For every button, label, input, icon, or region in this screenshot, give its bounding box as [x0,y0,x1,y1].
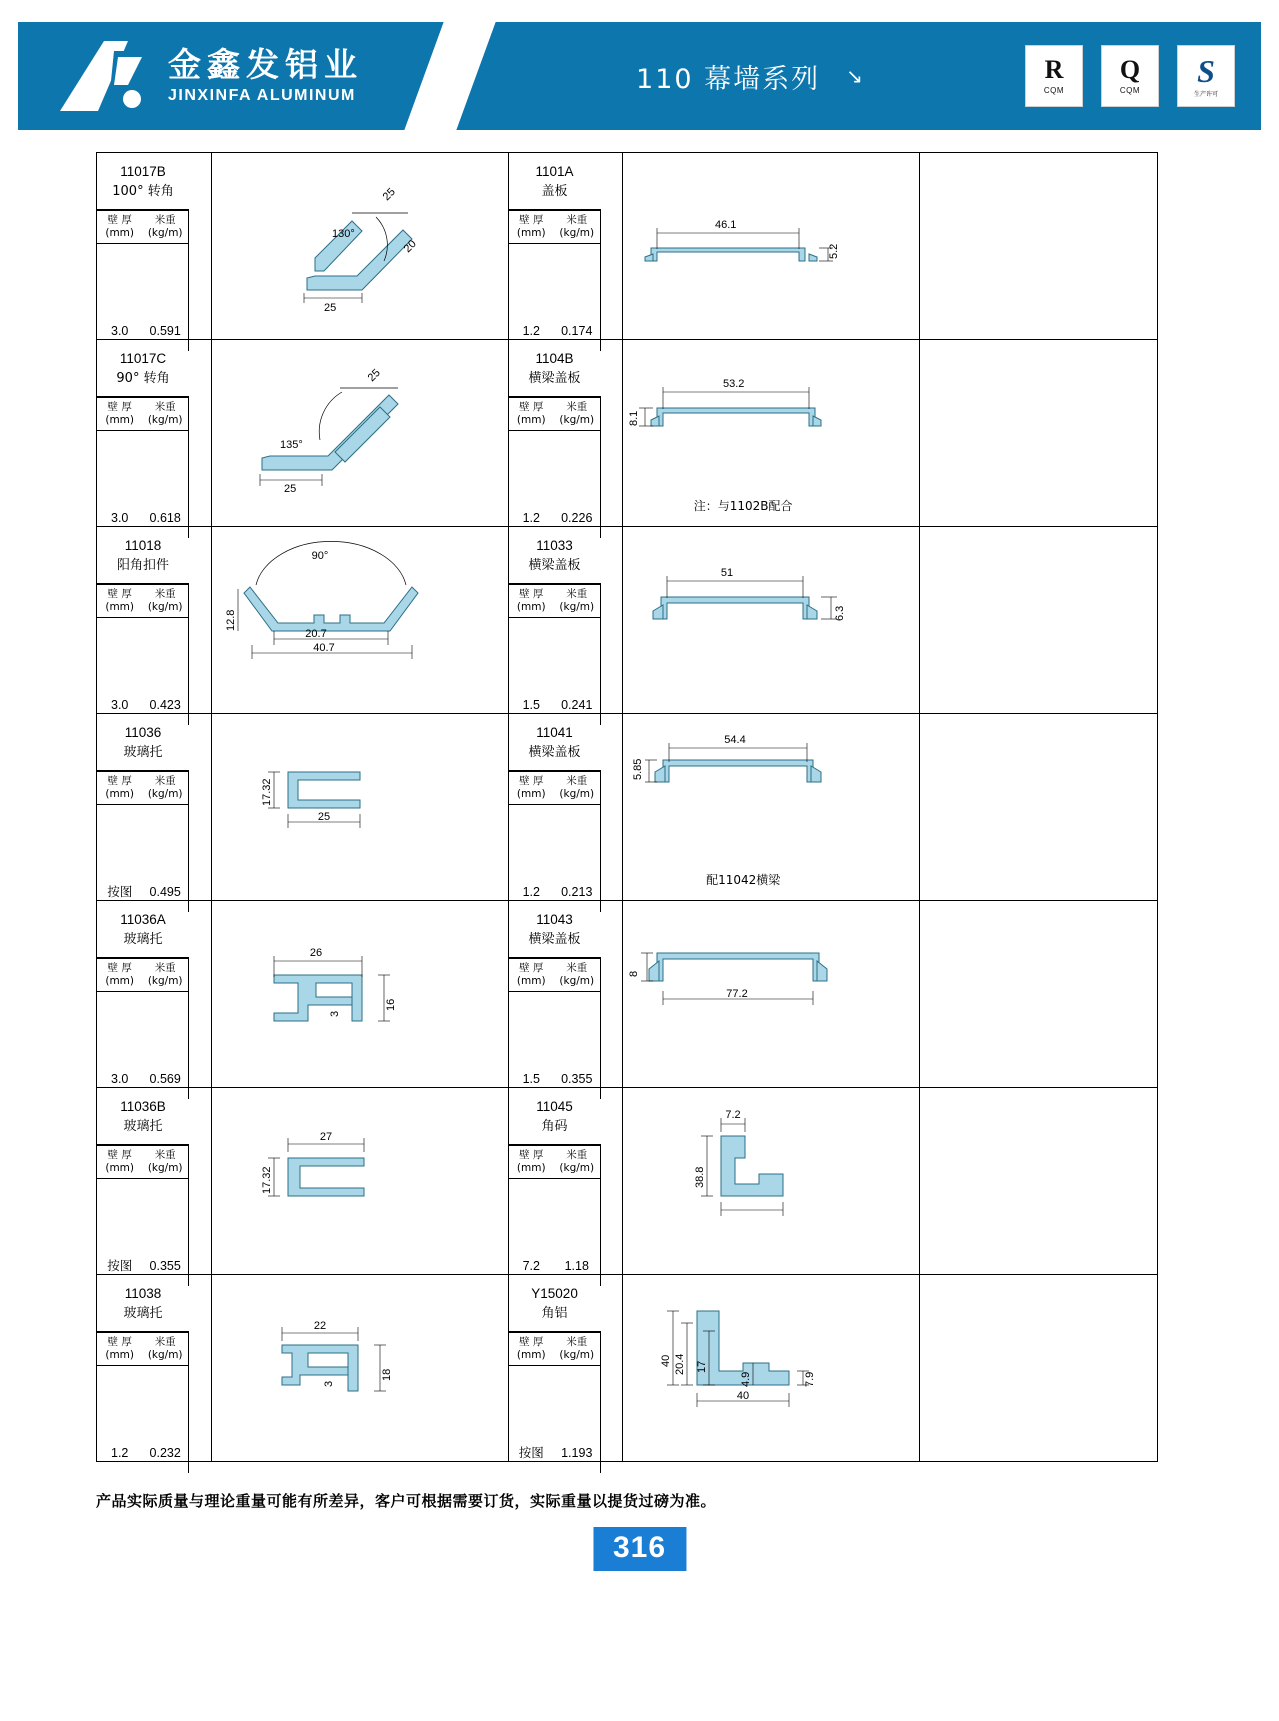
profile-info-left: 11038 玻璃托 壁 厚 (mm) 米重 (kg/m) 1.2 0.232 [97,1275,189,1461]
profile-drawing-1104B [623,340,863,526]
certification-marks [1025,45,1261,107]
profile-name: 角码 [541,1118,568,1134]
profile-info-right: 11041 横梁盖板 壁 厚 (mm) 米重 (kg/m) 1.2 0.213 [509,714,601,900]
profile-name: 横梁盖板 [528,370,581,386]
profile-name: 玻璃托 [123,1118,163,1134]
empty-cell [920,340,1112,526]
val-thickness: 按图 [107,1258,133,1273]
val-thickness: 按图 [518,1445,544,1460]
profile-code: Y15020 [531,1286,578,1301]
dim-width-54-4: 54.4 [724,734,746,746]
footer-note: 产品实际质量与理论重量可能有所差异，客户可根据需要订货，实际重量以提货过磅为准。 [96,1492,717,1510]
profile-info-right: 11045 角码 壁 厚 (mm) 米重 (kg/m) 7.2 1.18 [509,1088,601,1274]
profile-drawing-11041 [623,714,863,900]
dim-height-18: 18 [380,1368,393,1381]
profile-name: 横梁盖板 [528,931,581,947]
val-weight: 0.174 [554,244,600,352]
dim-width-22: 22 [313,1320,326,1332]
th-weight: 米重 (kg/m) [142,211,188,244]
val-weight: 0.495 [142,805,188,913]
dim-height-38-8: 38.8 [694,1166,707,1188]
table-row [97,1275,1158,1462]
profile-code: 11045 [536,1099,573,1114]
dim-height-12-8: 12.8 [224,609,237,631]
cert-q-letter: Q [1119,55,1141,84]
profile-name: 玻璃托 [123,931,163,947]
val-thickness: 3.0 [111,510,129,525]
profile-code: 11041 [536,725,573,740]
profile-name: 100° 转角 [112,183,174,199]
val-weight: 1.18 [554,1179,600,1287]
profile-info-right: 11033 横梁盖板 壁 厚 (mm) 米重 (kg/m) 1.5 0.241 [509,527,601,713]
val-thickness: 3.0 [111,323,129,338]
cert-s-icon [1177,45,1235,107]
arrow-down-right-icon: ↘ [846,64,865,88]
dim-25-top: 25 [365,366,383,385]
cert-r-label: CQM [1043,86,1065,95]
empty-cell [920,1275,1112,1461]
cert-q-icon [1101,45,1159,107]
profile-code: 11017C [119,351,167,366]
profile-info-left: 11017C 90° 转角 壁 厚 (mm) 米重 (kg/m) 3.0 0.618 [97,340,189,526]
dim-height-16: 16 [384,998,397,1011]
val-thickness: 1.2 [522,323,540,338]
cert-q-label: CQM [1119,86,1141,95]
table-row [97,714,1158,901]
profile-info-right: 1101A 盖板 壁 厚 (mm) 米重 (kg/m) 1.2 0.174 [509,153,601,339]
profile-info-left: 11036A 玻璃托 壁 厚 (mm) 米重 (kg/m) 3.0 0.569 [97,901,189,1087]
profile-drawing-11018 [212,527,452,713]
profile-drawing-1101A [623,153,863,339]
cert-s-label: 生产许可 [1193,91,1218,98]
dim-height-6-3: 6.3 [834,605,847,621]
empty-cell [920,714,1112,900]
empty-cell [920,153,1112,339]
dim-height-5-85: 5.85 [632,758,645,780]
profile-drawing-11045 [623,1088,863,1274]
profile-code: 1104B [535,351,574,366]
profile-code: 1101A [535,164,574,179]
dim-thickness-3: 3 [328,1010,341,1017]
profile-drawing-11043 [623,901,863,1087]
dim-angle-130: 130° [331,228,355,240]
empty-cell [920,1088,1112,1274]
profile-drawing-11036B [212,1088,452,1274]
dim-width-20-7: 20.7 [304,628,327,640]
table-row [97,1088,1158,1275]
dim-25-top: 25 [380,185,398,204]
profile-code: 11017B [120,164,166,179]
profile-name: 90° 转角 [116,370,170,386]
dim-17: 17 [696,1360,709,1373]
th-thickness: 壁 厚 (mm) [97,211,142,244]
val-thickness: 3.0 [111,1071,129,1086]
val-thickness: 1.5 [522,1071,540,1086]
series-title-text: 110 幕墙系列 [636,63,821,95]
profile-code: 11038 [124,1286,162,1301]
profile-drawing-11036 [212,714,452,900]
table-row [97,527,1158,714]
page-number-badge: 316 [593,1527,686,1571]
cert-s-letter: S [1197,52,1215,89]
val-thickness: 3.0 [111,697,129,712]
val-weight: 0.591 [142,244,188,352]
dim-height-17-32: 17.32 [260,1166,273,1194]
profile-drawing-Y15020 [623,1275,863,1461]
profile-info-right: 11043 横梁盖板 壁 厚 (mm) 米重 (kg/m) 1.5 0.355 [509,901,601,1087]
dim-angle-90: 90° [311,550,328,562]
brand-name-en: JINXINFA ALUMINUM [168,87,356,105]
val-weight: 0.423 [142,618,188,726]
logo-mark-icon [58,39,154,113]
profile-code: 11033 [536,538,573,553]
profile-drawing-11038 [212,1275,452,1461]
dim-width-53-2: 53.2 [723,378,745,390]
dim-height-17-32: 17.32 [260,778,273,806]
val-weight: 1.193 [554,1366,600,1474]
dim-width-27: 27 [319,1131,332,1143]
dim-width-25: 25 [317,811,330,823]
profile-drawing-11033 [623,527,863,713]
profile-info-left: 11036 玻璃托 壁 厚 (mm) 米重 (kg/m) 按图 0.495 [97,714,189,900]
profile-name: 角铝 [541,1305,568,1321]
dim-40-left: 40 [660,1354,673,1367]
val-weight: 0.213 [554,805,600,913]
dim-25-bottom: 25 [283,483,296,495]
dim-width-26: 26 [309,947,322,959]
profile-name: 阳角扣件 [116,557,169,573]
profile-code: 11036A [120,912,166,927]
dim-width-40-7: 40.7 [312,642,335,654]
profile-info-left: 11018 阳角扣件 壁 厚 (mm) 米重 (kg/m) 3.0 0.423 [97,527,189,713]
profile-info-left [97,153,189,339]
dim-width-7-2: 7.2 [725,1109,741,1121]
dim-width-77-2: 77.2 [726,988,748,1000]
cert-r-icon [1025,45,1083,107]
table-row [97,153,1158,340]
profile-code: 11036 [124,725,162,740]
profile-code: 11018 [124,538,162,553]
dim-25-bottom: 25 [323,302,336,314]
dim-7-9: 7.9 [804,1371,817,1387]
val-weight: 0.618 [142,431,188,539]
profile-name: 横梁盖板 [528,744,581,760]
val-thickness: 按图 [107,884,133,899]
dim-thickness-3: 3 [322,1380,335,1387]
val-thickness: 1.2 [522,884,540,899]
page-header [18,22,1261,130]
dim-40-bottom: 40 [737,1390,750,1402]
val-thickness: 7.2 [522,1258,540,1273]
dim-angle-135: 135° [279,439,303,451]
brand-name-cn: 金鑫发铝业 [168,44,363,84]
brand-logo [18,39,418,113]
profile-table [96,152,1158,1462]
profile-name: 横梁盖板 [528,557,581,573]
cert-r-letter: R [1044,55,1064,84]
val-weight: 0.226 [554,431,600,539]
dim-20: 20 [401,237,419,256]
profile-note: 配11042横梁 [706,873,781,887]
empty-cell [920,901,1112,1087]
profile-info-right: Y15020 角铝 壁 厚 (mm) 米重 (kg/m) 按图 1.193 [509,1275,601,1461]
dim-width-46-1: 46.1 [715,219,737,231]
dim-height-8: 8 [628,970,641,977]
val-weight: 0.355 [142,1179,188,1287]
val-thickness: 1.5 [522,697,540,712]
profile-drawing-11017B [212,153,452,339]
table-row [97,340,1158,527]
val-weight: 0.355 [554,992,600,1100]
series-title [476,57,1025,96]
val-weight: 0.232 [142,1366,188,1474]
dim-width-51: 51 [721,567,734,579]
profile-name: 玻璃托 [123,1305,163,1321]
profile-info-left: 11036B 玻璃托 壁 厚 (mm) 米重 (kg/m) 按图 0.355 [97,1088,189,1274]
table-row [97,901,1158,1088]
val-weight: 0.569 [142,992,188,1100]
profile-drawing-11036A [212,901,452,1087]
profile-code: 11036B [120,1099,166,1114]
dim-height-8-1: 8.1 [628,410,641,426]
dim-20-4: 20.4 [674,1353,687,1375]
val-thickness: 1.2 [522,510,540,525]
profile-name: 玻璃托 [123,744,163,760]
val-weight: 0.241 [554,618,600,726]
profile-code: 11043 [536,912,573,927]
profile-note: 注：与1102B配合 [693,499,793,513]
profile-name: 盖板 [541,183,568,199]
val-thickness: 1.2 [111,1445,129,1460]
profile-drawing-11017C [212,340,452,526]
empty-cell [920,527,1112,713]
profile-info-right: 1104B 横梁盖板 壁 厚 (mm) 米重 (kg/m) 1.2 0.226 [509,340,601,526]
dim-height-5-2: 5.2 [828,243,841,259]
dim-4-9: 4.9 [740,1371,753,1387]
